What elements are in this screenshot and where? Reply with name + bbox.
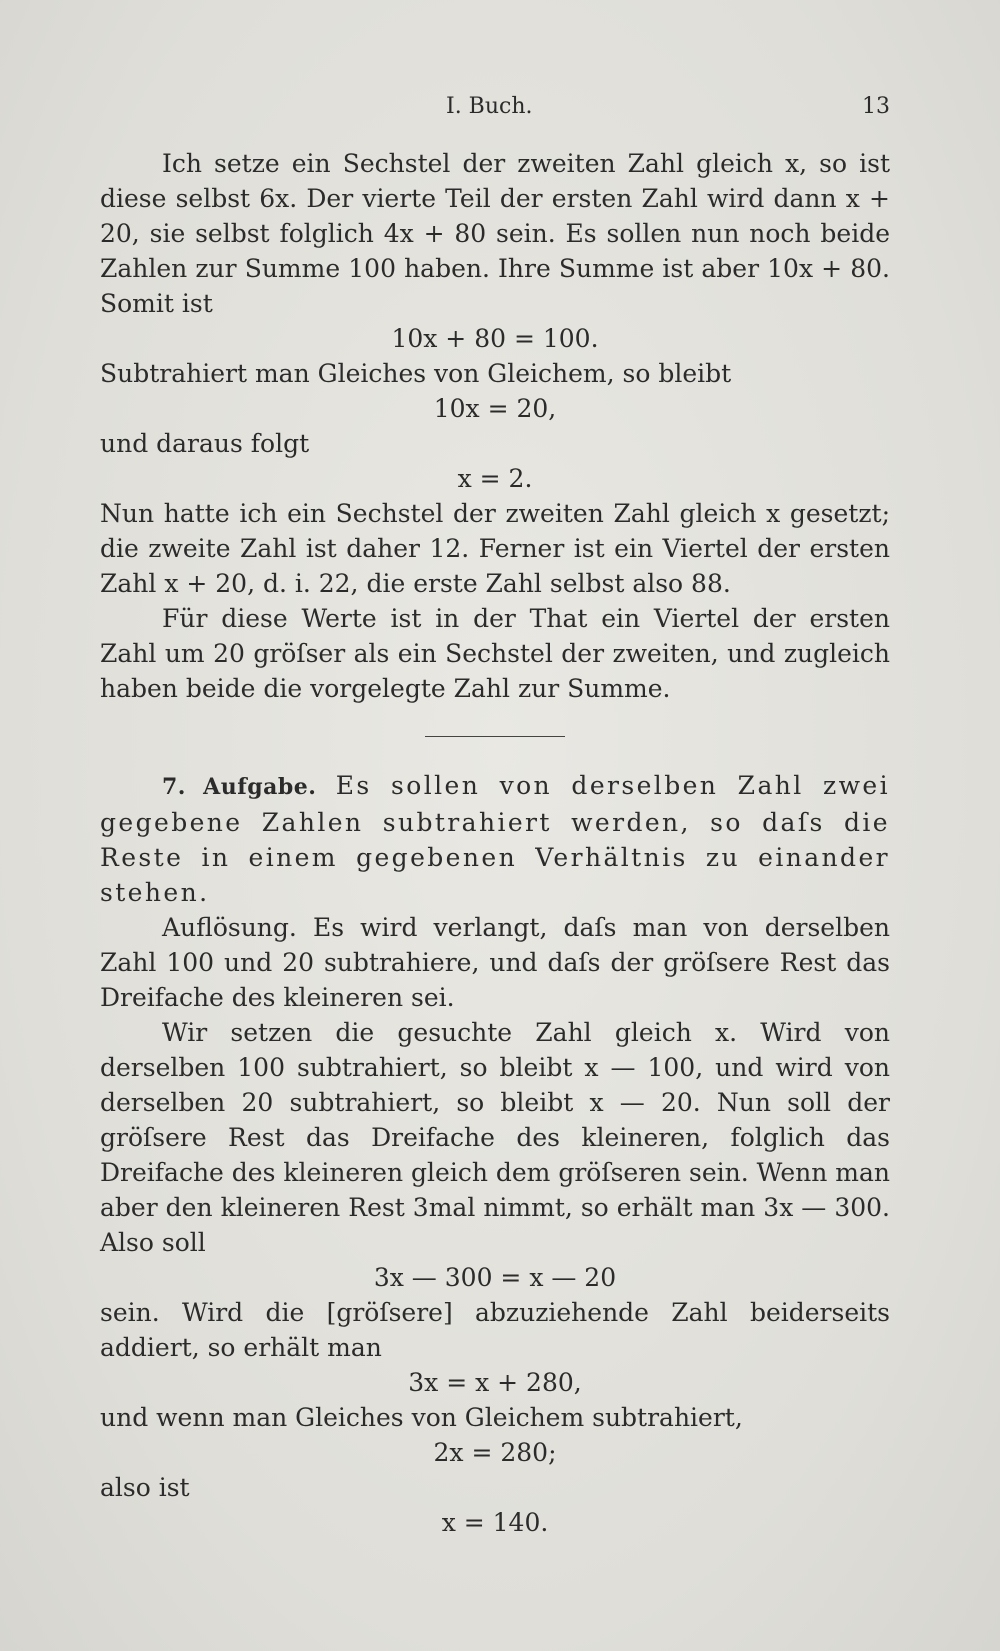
equation: x = 2.	[457, 464, 533, 493]
paragraph: also ist	[100, 1473, 190, 1502]
paragraph: Subtrahiert man Gleiches von Gleichem, so bleibt	[100, 359, 732, 388]
paragraph: Für diese Werte ist in der That ein Viertel der ersten Zahl um 20 gröſser als ein Sechstel der zweiten, und zugleich haben beide die vorgelegte Zahl zur Summe.	[100, 604, 890, 703]
section-divider	[425, 736, 565, 737]
equation: 10x + 80 = 100.	[391, 324, 599, 353]
solution-label: Auflösung.	[162, 913, 297, 942]
page-number: 13	[862, 94, 890, 119]
paragraph: und daraus folgt	[100, 429, 310, 458]
paragraph: und wenn man Gleiches von Gleichem subtrahiert,	[100, 1403, 743, 1432]
page-header	[100, 90, 890, 122]
paragraph: Ich setze ein Sechstel der zweiten Zahl gleich x, so ist diese selbst 6x. Der vierte Teil der ersten Zahl wird dann x + 20, sie selbst folglich 4x + 80 sein. Es sollen nun noch beide Zahlen zur Summe 100 haben. Ihre Summe ist aber 10x + 80. Somit ist	[100, 149, 890, 318]
solution-text: Es wird verlangt, daſs man von derselben Zahl 100 und 20 subtrahiere, und daſs der gröſsere Rest das Dreifache des kleineren sei.	[100, 913, 890, 1012]
equation: x = 140.	[441, 1508, 549, 1537]
paragraph: sein. Wird die [gröſsere] abzuziehende Zahl beiderseits addiert, so erhält man	[100, 1298, 890, 1362]
solution-paragraph	[100, 910, 890, 1015]
running-head: I. Buch.	[446, 94, 533, 119]
task-paragraph	[100, 768, 890, 910]
equation: 10x = 20,	[433, 394, 557, 423]
equation: 3x = x + 280,	[408, 1368, 582, 1397]
paragraph: Nun hatte ich ein Sechstel der zweiten Zahl gleich x gesetzt; die zweite Zahl ist daher 12. Ferner ist ein Viertel der ersten Zahl x + 20, d. i. 22, die erste Zahl selbst also 88.	[100, 499, 890, 598]
equation: 2x = 280;	[433, 1438, 557, 1467]
task-text: Es sollen von derselben Zahl zwei gegebene Zahlen subtrahiert werden, so daſs die Reste in einem gegebenen Verhältnis zu einander stehen.	[100, 771, 890, 907]
equation: 3x — 300 = x — 20	[373, 1263, 617, 1292]
paragraph: Wir setzen die gesuchte Zahl gleich x. Wird von derselben 100 subtrahiert, so bleibt x — 100, und wird von derselben 20 subtrahiert, so bleibt x — 20. Nun soll der gröſsere Rest das Dreifache des kleineren, folglich das Dreifache des kleineren gleich dem gröſseren sein. Wenn man aber den kleineren Rest 3mal nimmt, so erhält man 3x — 300. Also soll	[100, 1018, 890, 1257]
task-label: 7. Aufgabe.	[162, 774, 317, 800]
page-body	[100, 146, 890, 1540]
